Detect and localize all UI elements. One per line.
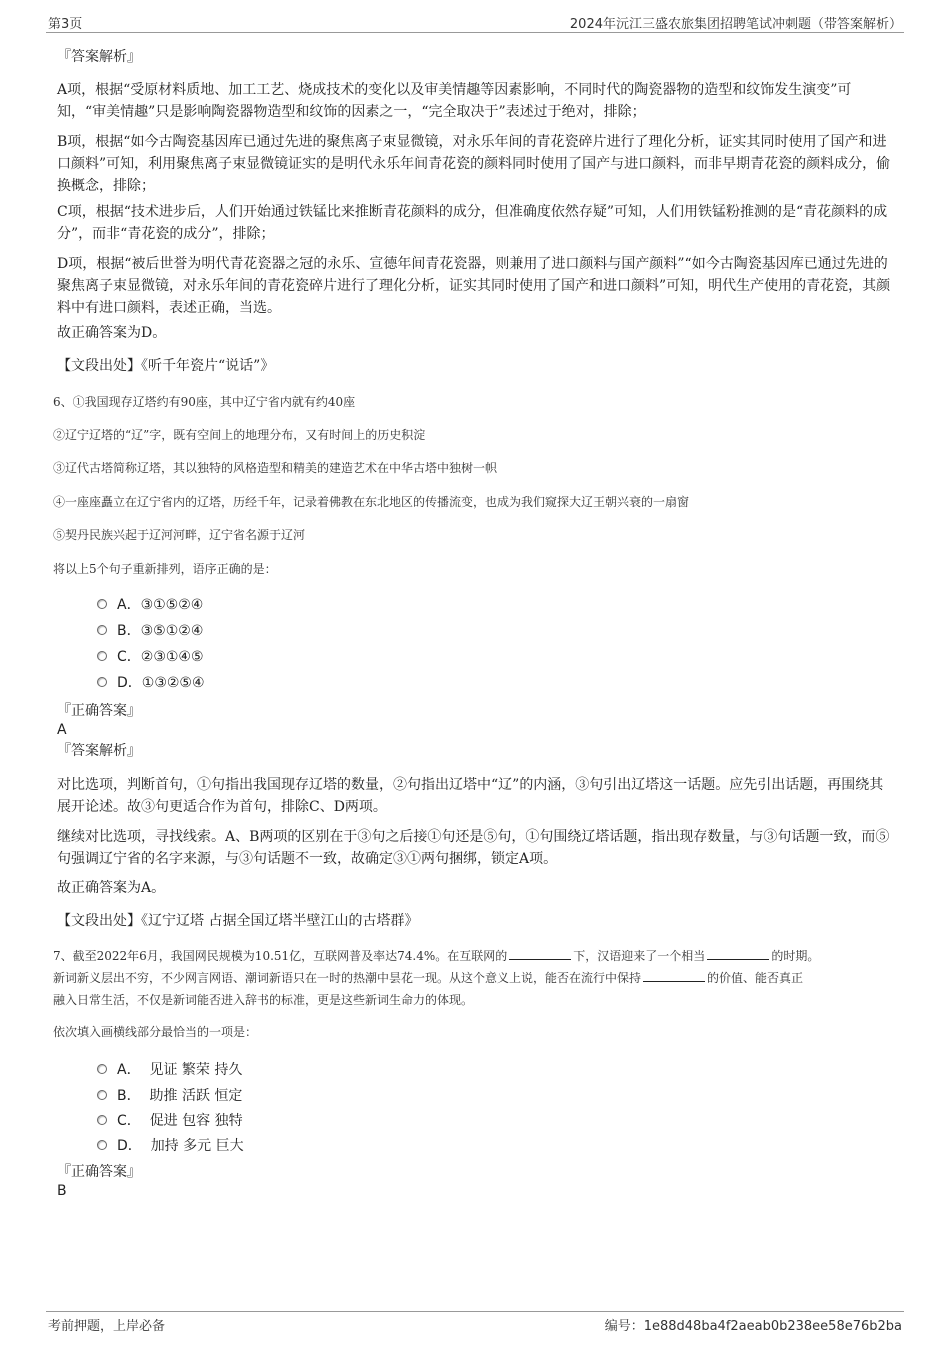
- q6-option-d[interactable]: D．①③②⑤④: [97, 672, 205, 694]
- q7-option-b[interactable]: B． 助推 活跃 恒定: [97, 1085, 242, 1107]
- answer-blank: [509, 945, 571, 960]
- q6-answer-label: 『正确答案』: [57, 703, 141, 719]
- q5-source: 【文段出处】《听千年瓷片“说话”》: [57, 358, 275, 374]
- q7-answer-label: 『正确答案』: [57, 1164, 141, 1180]
- q6-source: 【文段出处】《辽宁辽塔 占据全国辽塔半壁江山的古塔群》: [57, 913, 419, 929]
- q6-option-c[interactable]: C．②③①④⑤: [97, 646, 204, 668]
- q6-sentence-4: ④一座座矗立在辽宁省内的辽塔，历经千年，记录着佛教在东北地区的传播流变，也成为我们窥探大辽王朝兴衰的一扇窗: [53, 495, 690, 509]
- q6-sentence-2: ②辽宁辽塔的“辽”字，既有空间上的地理分布，又有时间上的历史积淀: [53, 428, 426, 442]
- q6-sentence-1: 6、①我国现存辽塔约有90座，其中辽宁省内就有约40座: [53, 395, 356, 409]
- radio-icon[interactable]: [97, 677, 107, 687]
- q6-option-b[interactable]: B．③⑤①②④: [97, 620, 203, 642]
- q7-stem-line-2: 新词新义层出不穷，不少网言网语、潮词新语只在一时的热潮中昙花一现。从这个意义上说，能否在流行中保持 的价值、能否真正: [53, 967, 889, 989]
- q7-option-d[interactable]: D． 加持 多元 巨大: [97, 1135, 244, 1157]
- page-footer: [46, 1311, 904, 1336]
- q7-stem-line-1: 7、截至2022年6月，我国网民规模为10.51亿，互联网普及率达74.4%。在互联网的 下，汉语迎来了一个相当 的时期。: [53, 945, 889, 967]
- answer-blank: [643, 967, 705, 982]
- radio-icon[interactable]: [97, 1064, 107, 1074]
- q7-prompt: 依次填入画横线部分最恰当的一项是：: [53, 1025, 258, 1039]
- footer-slogan: 考前押题，上岸必备: [48, 1319, 166, 1334]
- radio-icon[interactable]: [97, 625, 107, 635]
- radio-icon[interactable]: [97, 1140, 107, 1150]
- q5-analysis-b: B项，根据“如今古陶瓷基因库已通过先进的聚焦离子束显微镜，对永乐年间的青花瓷碎片进行了理化分析，证实其同时使用了国产和进口颜料”可知，利用聚焦离子束显微镜证实的是明代永乐年间青花瓷的颜料同时使用了国产与进口颜料，而非早期青花瓷的颜料成分，偷换概念，排除；: [57, 134, 891, 194]
- q7-option-a[interactable]: A． 见证 繁荣 持久: [97, 1059, 242, 1081]
- q5-analysis-d: D项，根据“被后世誉为明代青花瓷器之冠的永乐、宣德年间青花瓷器，则兼用了进口颜料与国产颜料”“如今古陶瓷基因库已通过先进的聚焦离子束显微镜，对永乐年间的青花瓷碎片进行了理化分析，证实其同时使用了国产和进口颜料”可知，明代生产使用的青花瓷，其颜料中有进口颜料，表述正确，当选。: [57, 256, 891, 316]
- q6-analysis-1: 对比选项，判断首句，①句指出我国现存辽塔的数量，②句指出辽塔中“辽”的内涵，③句引出辽塔这一话题。应先引出话题，再围绕其展开论述。故③句更适合作为首句，排除C、D两项。: [57, 777, 884, 815]
- q6-analysis-label: 『答案解析』: [57, 743, 141, 759]
- q6-option-a[interactable]: A．③①⑤②④: [97, 594, 203, 616]
- q5-conclusion: 故正确答案为D。: [57, 325, 167, 341]
- q7-option-c[interactable]: C． 促进 包容 独特: [97, 1110, 243, 1132]
- document-id: 编号：1e88d48ba4f2aeab0b238ee58e76b2ba: [604, 1319, 902, 1334]
- radio-icon[interactable]: [97, 1090, 107, 1100]
- document-title: 2024年沅江三盛农旅集团招聘笔试冲刺题（带答案解析）: [569, 17, 902, 32]
- page-number: 第3页: [48, 17, 83, 32]
- radio-icon[interactable]: [97, 1115, 107, 1125]
- q6-prompt: 将以上5个句子重新排列，语序正确的是：: [53, 562, 277, 576]
- q5-analysis-label: 『答案解析』: [57, 49, 141, 65]
- q5-analysis-a: A项，根据“受原材料质地、加工工艺、烧成技术的变化以及审美情趣等因素影响，不同时代的陶瓷器物的造型和纹饰发生演变”可知，“审美情趣”只是影响陶瓷器物造型和纹饰的因素之一，“完全取决于”表述过于绝对，排除；: [57, 82, 852, 120]
- radio-icon[interactable]: [97, 599, 107, 609]
- page-header: [46, 10, 904, 33]
- q6-analysis-2: 继续对比选项，寻找线索。A、B两项的区别在于③句之后接①句还是⑤句，①句围绕辽塔话题，指出现存数量，与③句话题一致，而⑤句强调辽宁省的名字来源，与③句话题不一致，故确定③①两句捆绑，锁定A项。: [57, 829, 890, 867]
- answer-blank: [707, 945, 769, 960]
- q6-sentence-3: ③辽代古塔简称辽塔，其以独特的风格造型和精美的建造艺术在中华古塔中独树一帜: [53, 461, 498, 475]
- q6-answer: A: [57, 722, 67, 738]
- q5-analysis-c: C项，根据“技术进步后，人们开始通过铁锰比来推断青花颜料的成分，但准确度依然存疑”可知，人们用铁锰粉推测的是“青花颜料的成分”，而非“青花瓷的成分”，排除；: [57, 204, 888, 242]
- q7-stem-line-3: 融入日常生活，不仅是新词能否进入辞书的标准，更是这些新词生命力的体现。: [53, 993, 474, 1007]
- q6-conclusion: 故正确答案为A。: [57, 880, 166, 896]
- radio-icon[interactable]: [97, 651, 107, 661]
- q7-answer: B: [57, 1183, 67, 1199]
- q6-sentence-5: ⑤契丹民族兴起于辽河河畔，辽宁省名源于辽河: [53, 528, 306, 542]
